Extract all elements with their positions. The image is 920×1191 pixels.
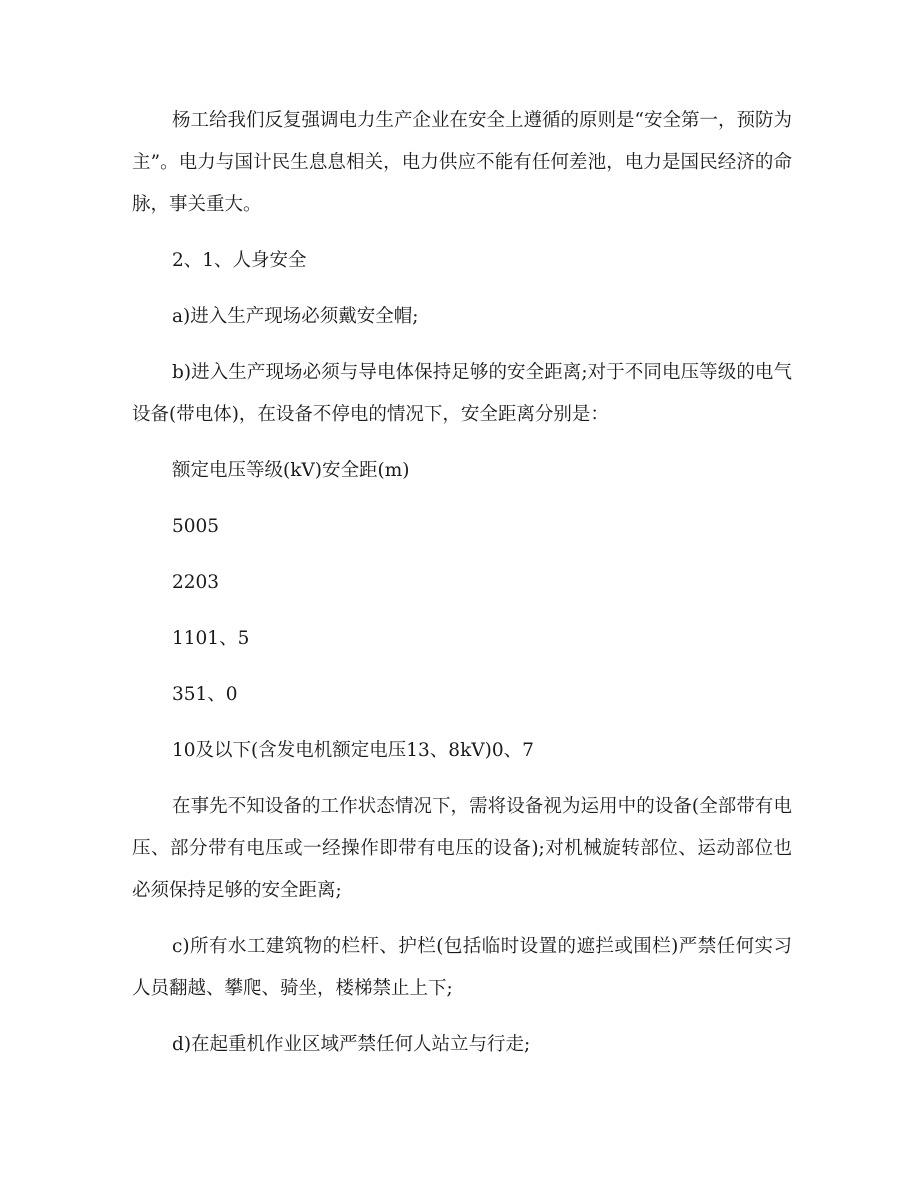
paragraph-intro: 杨工给我们反复强调电力生产企业在安全上遵循的原则是“安全第一，预防为主”。电力与国计民生息息相关，电力供应不能有任何差池，电力是国民经济的命脉，事关重大。 [132,110,792,215]
document-body [132,100,792,1080]
voltage-row: 1101、5 [172,628,250,649]
table-header-line: 额定电压等级(kV)安全距(m) [172,460,410,481]
voltage-row: 5005 [172,516,220,537]
section-heading-personal-safety: 2、1、人身安全 [172,250,307,271]
rule-c: c)所有水工建筑物的栏杆、护栏(包括临时设置的遮拦或围栏)严禁任何实习人员翻越、攀爬、骑坐，楼梯禁止上下; [132,936,792,999]
voltage-row: 351、0 [172,684,238,705]
rule-a: a)进入生产现场必须戴安全帽; [172,306,419,327]
rule-b: b)进入生产现场必须与导电体保持足够的安全距离;对于不同电压等级的电气设备(带电体)，在设备不停电的情况下，安全距离分别是： [132,362,792,425]
rule-d: d)在起重机作业区域严禁任何人站立与行走; [172,1034,531,1055]
voltage-row: 2203 [172,572,220,593]
paragraph-unknown-state: 在事先不知设备的工作状态情况下，需将设备视为运用中的设备(全部带有电压、部分带有电压或一经操作即带有电压的设备);对机械旋转部位、运动部位也必须保持足够的安全距离; [132,796,792,901]
voltage-row: 10及以下(含发电机额定电压13、8kV)0、7 [172,740,534,761]
